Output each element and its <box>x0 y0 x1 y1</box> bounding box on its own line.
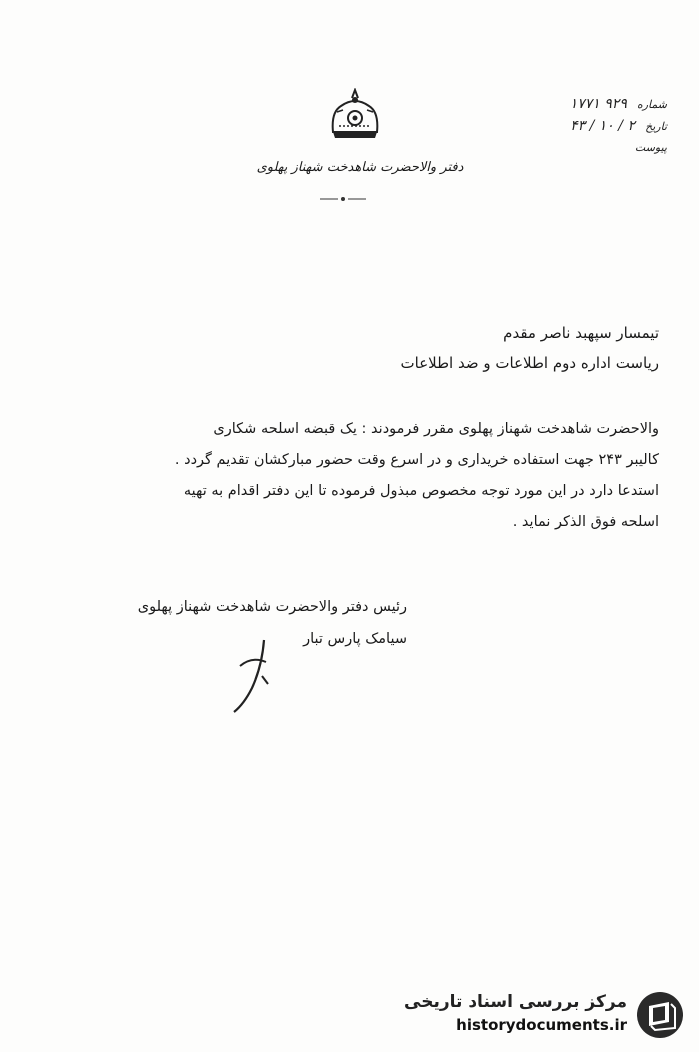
archive-watermark <box>385 990 685 1040</box>
body-line: کالیبر ۲۴۳ جهت استفاده خریداری و در اسرع وقت حضور مبارکشان تقدیم گردد . <box>174 452 659 468</box>
body-line: والاحضرت شاهدخت شهناز پهلوی مقرر فرمودند : یک قبضه اسلحه شکاری <box>213 421 659 437</box>
addressee-title: ریاست اداره دوم اطلاعات و ضد اطلاعات <box>400 354 659 372</box>
date-row <box>537 118 667 140</box>
archive-url: historydocuments.ir <box>456 1016 627 1034</box>
royal-crown-emblem <box>325 88 385 148</box>
body-line: اسلحه فوق الذکر نماید . <box>512 514 659 530</box>
date-value: ۲ / ۱۰ / ۴۳ <box>570 118 635 134</box>
archive-name: مرکز بررسی اسناد تاریخی <box>404 992 627 1012</box>
office-letterhead-caption: دفتر والاحضرت شاهدخت شهناز پهلوی <box>256 160 464 175</box>
addressee-name: تیمسار سپهبد ناصر مقدم <box>503 324 659 342</box>
date-label: تاریخ <box>645 120 667 133</box>
number-value: ۹۲۹ ۱۷۷۱ <box>569 96 627 112</box>
handwritten-signature <box>222 636 282 716</box>
letter-metadata <box>537 96 667 162</box>
signatory-title: رئیس دفتر والاحضرت شاهدخت شهناز پهلوی <box>137 599 407 615</box>
signatory-name: سیامک پارس تبار <box>303 631 407 647</box>
archive-logo-icon <box>635 990 685 1040</box>
addressee-block <box>59 318 659 378</box>
attachment-label: پیوست <box>634 141 667 154</box>
number-label: شماره <box>636 98 667 111</box>
attachment-row <box>537 140 667 162</box>
body-line: استدعا دارد در این مورد توجه مخصوص مبذول فرموده تا این دفتر اقدام به تهیه <box>183 483 659 499</box>
letter-body <box>59 414 659 538</box>
letterhead-ornament <box>318 194 368 204</box>
number-row <box>537 96 667 118</box>
